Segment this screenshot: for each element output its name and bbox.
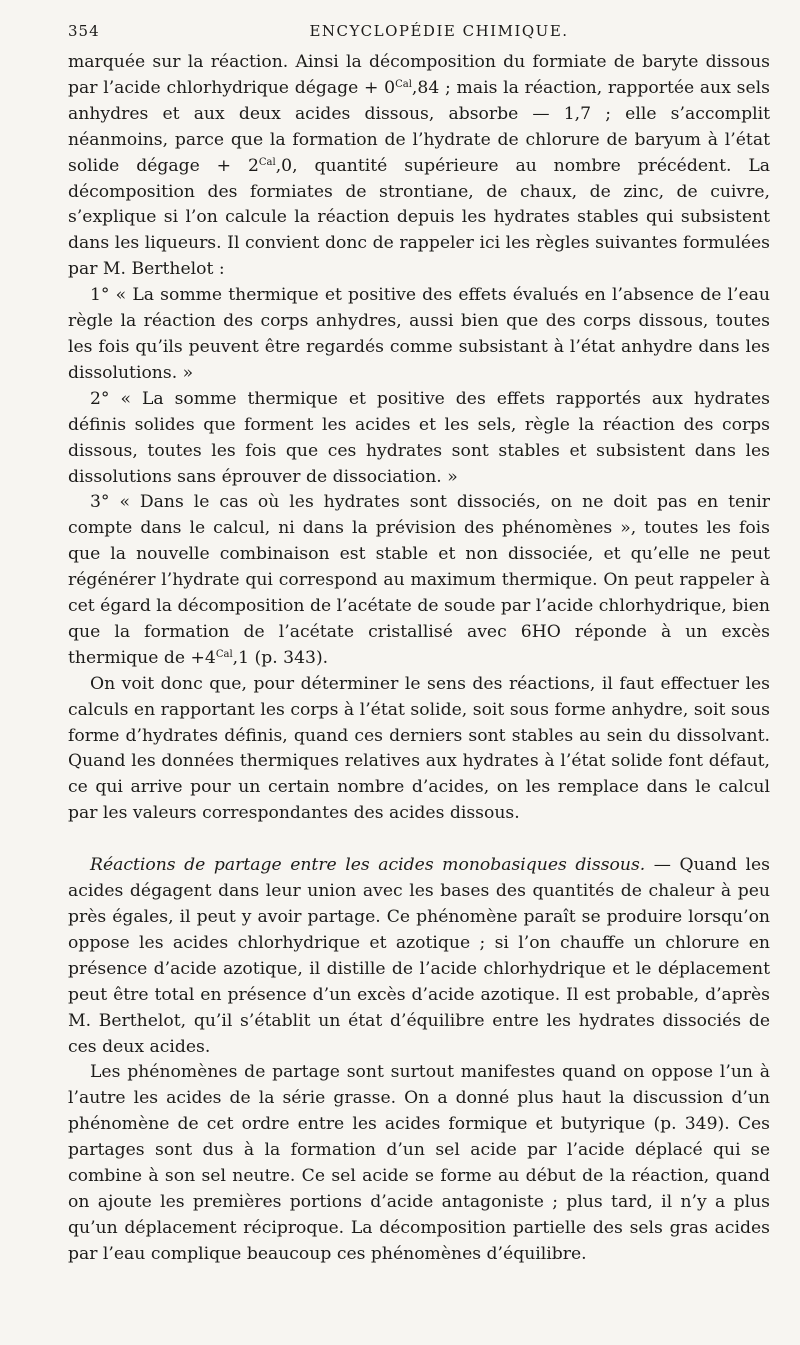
section-gap [68,827,770,853]
paragraph-partage: Les phénomènes de partage sont surtout manifestes quand on oppose l’un à l’autre les acides de la série grasse. On a donné plus haut la discussion d’un phénomène de cet ordre entre les acides formique et butyrique (p. 349). Ces partages sont dus à la formation d’un sel acide par l’acide déplacé qui se combine à son sel neutre. Ce sel acide se forme au début de la réaction, quand on ajoute les premières portions d’acide antagoniste ; plus tard, il n’y a plus qu’un déplacement réciproque. La décomposition partielle des sels gras acides par l’eau complique beaucoup ces phénomènes d’équilibre. [68,1062,770,1264]
body-text [68,50,770,1268]
rule-3: 3° « Dans le cas où les hydrates sont dissociés, on ne doit pas en tenir compte dans le calcul, ni dans la prévision des phénomènes », toutes les fois que la nouvelle combinaison est stable et non dissociée, et qu’elle ne peut régénérer l’hydrate qui correspond au maximum thermique. On peut rappeler à cet égard la décomposition de l’acétate de soude par l’acide chlorhydrique, bien que la formation de l’acétate cristallisé avec 6HO réponde à un excès thermique de $+4^{Cal},1$ (p. 343). [68,492,770,668]
rule-2: 2° « La somme thermique et positive des effets rapportés aux hydrates définis solides que forment les acides et les sels, règle la réaction des corps dissous, toutes les fois que ces hydrates sont stables et subsistent dans les dissolutions sans éprouver de dissociation. » [68,388,770,487]
page-header [68,22,770,50]
paragraph-conclusion: On voit donc que, pour déterminer le sens des réactions, il faut effectuer les calculs en rapportant les corps à l’état solide, soit sous forme anhydre, soit sous forme d’hydrates définis, quand ces derniers sont stables au sein du dissolvant. Quand les données thermiques relatives aux hydrates à l’état solide font défaut, ce qui arrive pour un certain nombre d’acides, on les remplace dans le calcul par les valeurs correspondantes des acides dissous. [68,673,770,824]
section-heading: Réactions de partage entre les acides monobasiques dissous. [90,855,646,876]
section-partage: Réactions de partage entre les acides monobasiques dissous. — Quand les acides dégagent dans leur union avec les bases des quantités de chaleur à peu près égales, il peut y avoir partage. Ce phénomène paraît se produire lorsqu’on oppose les acides chlorhydrique et azotique ; si l’on chauffe un chlorure en présence d’acide azotique, il distille de l’acide chlorhydrique et le déplacement peut être total en présence d’un excès d’acide azotique. Il est probable, d’après M. Berthelot, qu’il s’établit un état d’équilibre entre les hydrates dissociés de ces deux acides. [68,855,771,1057]
paragraph-continuation: marquée sur la réaction. Ainsi la décomposition du formiate de baryte dissous par l’acide chlorhydrique dégage + $0^{Cal},84$ ; mais la réaction, rapportée aux sels anhydres et aux deux acides dissous, absorbe — 1,7 ; elle s’accomplit néanmoins, parce que la formation de l’hydrate de chlorure de baryum à l’état solide dégage + $2^{Cal},0$, quantité supérieure au nombre précédent. La décomposition des formiates de strontiane, de chaux, de zinc, de cuivre, s’explique si l’on calcule la réaction depuis les hydrates stables qui subsistent dans les liqueurs. Il convient donc de rappeler ici les règles suivantes formulées par M. Berthelot : [68,52,770,280]
running-title: ENCYCLOPÉDIE CHIMIQUE. [309,22,569,40]
rule-1: 1° « La somme thermique et positive des effets évalués en l’absence de l’eau règle la réaction des corps anhydres, aussi bien que des corps dissous, toutes les fois qu’ils peuvent être regardés comme subsistant à l’état anhydre dans les dissolutions. » [68,285,770,383]
page-number: 354 [68,22,100,40]
